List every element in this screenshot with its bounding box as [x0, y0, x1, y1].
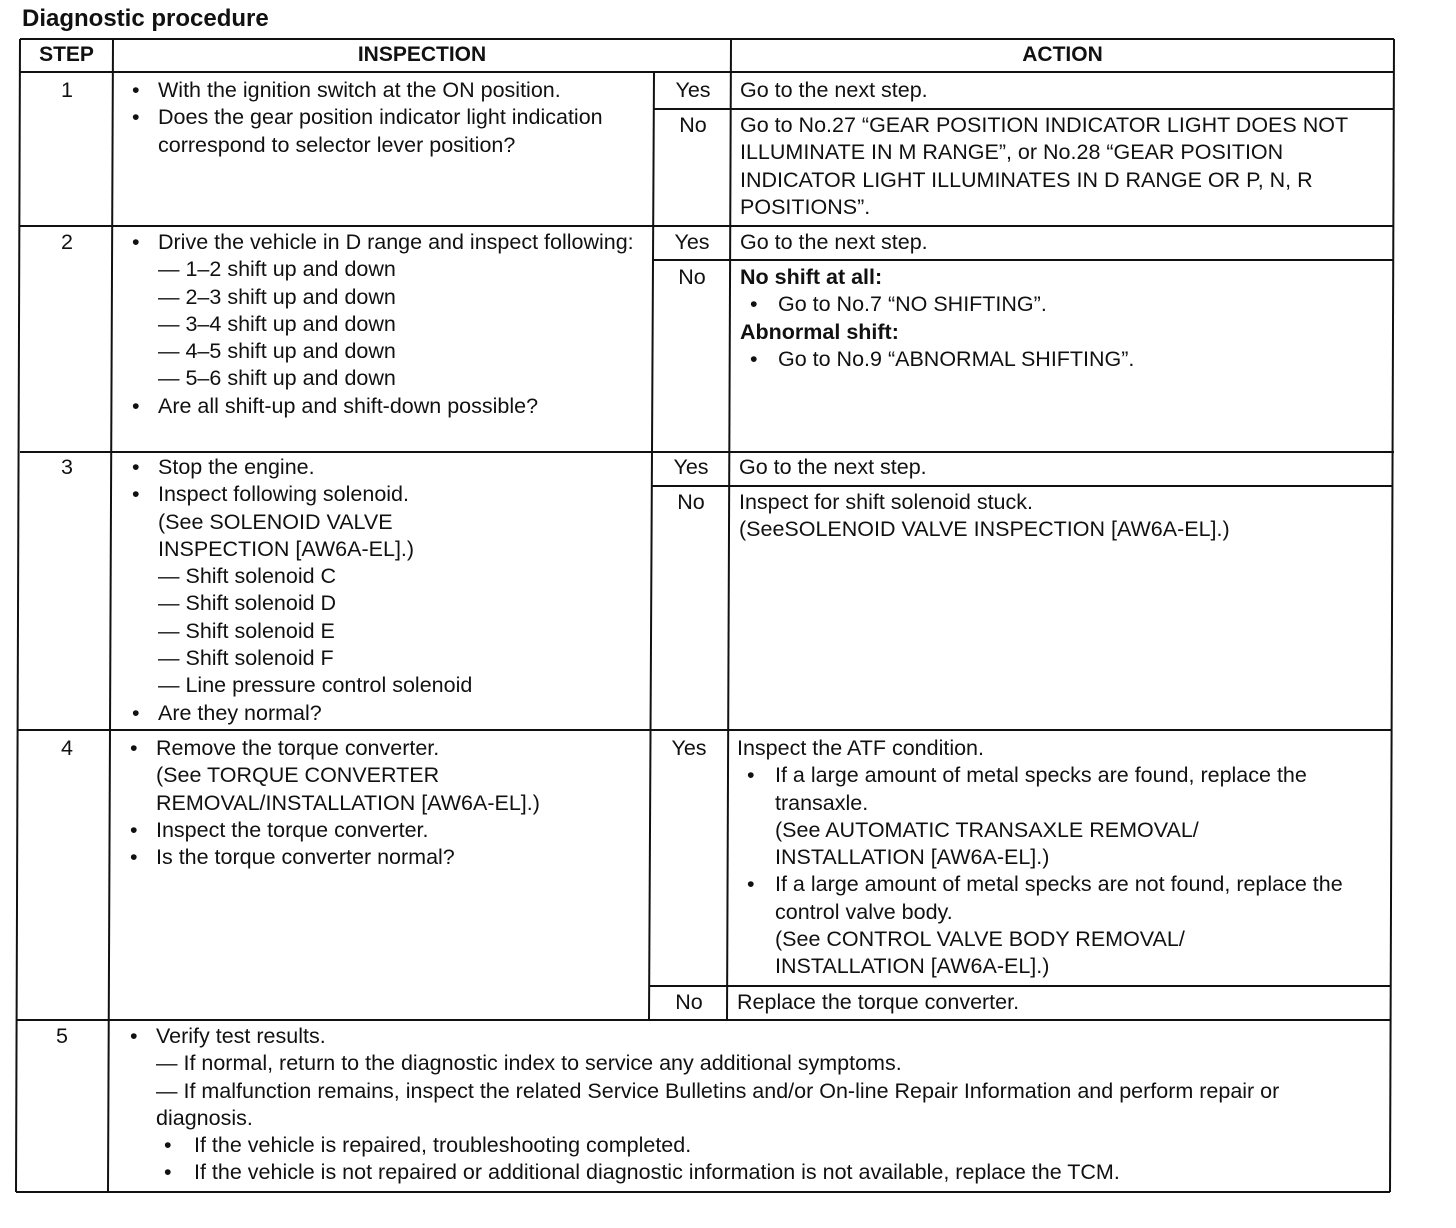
inspection-item: • Are they normal?	[122, 700, 642, 727]
page-title: Diagnostic procedure	[22, 5, 269, 32]
header-action: ACTION	[1022, 43, 1103, 66]
no-action-text: Inspect for shift solenoid stuck.	[739, 490, 1033, 514]
no-label: No	[678, 265, 706, 289]
yes-item: • If a large amount of metal specks are found, replace the transaxle.	[737, 762, 1387, 817]
no-item: • Go to No.7 “NO SHIFTING”.	[740, 291, 1385, 318]
inspection-subitem: — 2–3 shift up and down	[158, 284, 396, 309]
no-label: No	[677, 490, 705, 514]
inspection-item: • Inspect the torque converter.	[120, 817, 644, 844]
inspection-subitem: — Line pressure control solenoid	[158, 673, 473, 698]
inspection-item: • Are all shift-up and shift-down possible?	[122, 393, 642, 420]
step-5-inspection	[120, 1023, 1380, 1187]
inspection-subitem: — Shift solenoid F	[158, 646, 334, 671]
step-number: 5	[56, 1024, 68, 1048]
inspection-subitem: — Shift solenoid C	[158, 564, 337, 589]
no-heading: Abnormal shift:	[740, 319, 899, 344]
inspection-bullet: • If the vehicle is not repaired or additional diagnostic information is not available, replace the TCM.	[120, 1159, 1380, 1186]
inspection-item: • Remove the torque converter.	[120, 735, 644, 762]
inspection-subitem: — Shift solenoid E	[158, 618, 335, 643]
header-step: STEP	[39, 43, 94, 66]
yes-label: Yes	[671, 736, 707, 760]
yes-label: Yes	[675, 78, 711, 102]
no-item: • Go to No.9 “ABNORMAL SHIFTING”.	[740, 346, 1385, 373]
inspection-item: • Does the gear position indicator light indication correspond to selector lever position?	[122, 104, 642, 159]
yes-label: Yes	[673, 455, 709, 479]
yes-action: Go to the next step.	[740, 230, 928, 254]
yes-item: • If a large amount of metal specks are not found, replace the control valve body.	[737, 871, 1387, 926]
inspection-item: • Inspect following solenoid.	[122, 481, 642, 508]
header-inspection: INSPECTION	[357, 43, 487, 66]
yes-action: Go to the next step.	[739, 455, 927, 479]
inspection-item: • Stop the engine.	[122, 454, 642, 481]
inspection-item: • With the ignition switch at the ON position.	[122, 77, 642, 104]
no-heading: No shift at all:	[740, 265, 883, 289]
yes-label: Yes	[674, 230, 710, 254]
no-action: Go to No.27 “GEAR POSITION INDICATOR LIGHT DOES NOT ILLUMINATE IN M RANGE”, or No.28 “GEAR POSITION INDICATOR LIGHT ILLUMINATES IN D RANGE OR P, N, R POSITIONS”.	[740, 113, 1348, 219]
inspection-subitem: — 5–6 shift up and down	[158, 366, 396, 391]
step-number: 4	[61, 736, 73, 760]
inspection-subitem: — Shift solenoid D	[158, 591, 337, 616]
inspection-subitem: — 1–2 shift up and down	[158, 257, 396, 282]
inspection-item: • Verify test results.	[120, 1023, 1380, 1050]
inspection-item: • Is the torque converter normal?	[120, 844, 644, 871]
step-number: 2	[61, 230, 73, 254]
step-number: 3	[61, 455, 73, 479]
inspection-subitem: — 4–5 shift up and down	[158, 339, 396, 364]
yes-reference: (See AUTOMATIC TRANSAXLE REMOVAL/ INSTALLATION [AW6A-EL].)	[775, 817, 1199, 870]
yes-action: Go to the next step.	[740, 78, 928, 102]
step-1-inspection	[122, 77, 642, 159]
inspection-subitem: — 3–4 shift up and down	[158, 311, 396, 336]
yes-action-text: Inspect the ATF condition.	[737, 736, 984, 760]
inspection-reference: (See SOLENOID VALVE INSPECTION [AW6A-EL].)	[158, 509, 415, 561]
no-label: No	[675, 990, 703, 1014]
yes-action	[737, 735, 1387, 981]
no-label: No	[679, 113, 707, 137]
no-action	[740, 264, 1385, 373]
step-3-inspection	[122, 454, 642, 727]
step-number: 1	[61, 78, 73, 102]
no-action	[739, 489, 1259, 544]
inspection-subitem: — If malfunction remains, inspect the related Service Bulletins and/or On-line Repair Information and perform repair or diagnosis.	[156, 1078, 1280, 1130]
inspection-bullet: • If the vehicle is repaired, troubleshooting completed.	[120, 1132, 1380, 1159]
no-action: Replace the torque converter.	[737, 990, 1020, 1014]
yes-reference: (See CONTROL VALVE BODY REMOVAL/ INSTALLATION [AW6A-EL].)	[775, 927, 1185, 979]
no-action-reference: (SeeSOLENOID VALVE INSPECTION [AW6A-EL].)	[739, 517, 1230, 542]
inspection-subitem: — If normal, return to the diagnostic index to service any additional symptoms.	[156, 1051, 902, 1076]
step-4-inspection	[120, 735, 644, 871]
inspection-reference: (See TORQUE CONVERTER REMOVAL/INSTALLATION [AW6A-EL].)	[156, 763, 540, 815]
inspection-item: • Drive the vehicle in D range and inspect following:	[122, 229, 642, 256]
step-2-inspection	[122, 229, 642, 420]
